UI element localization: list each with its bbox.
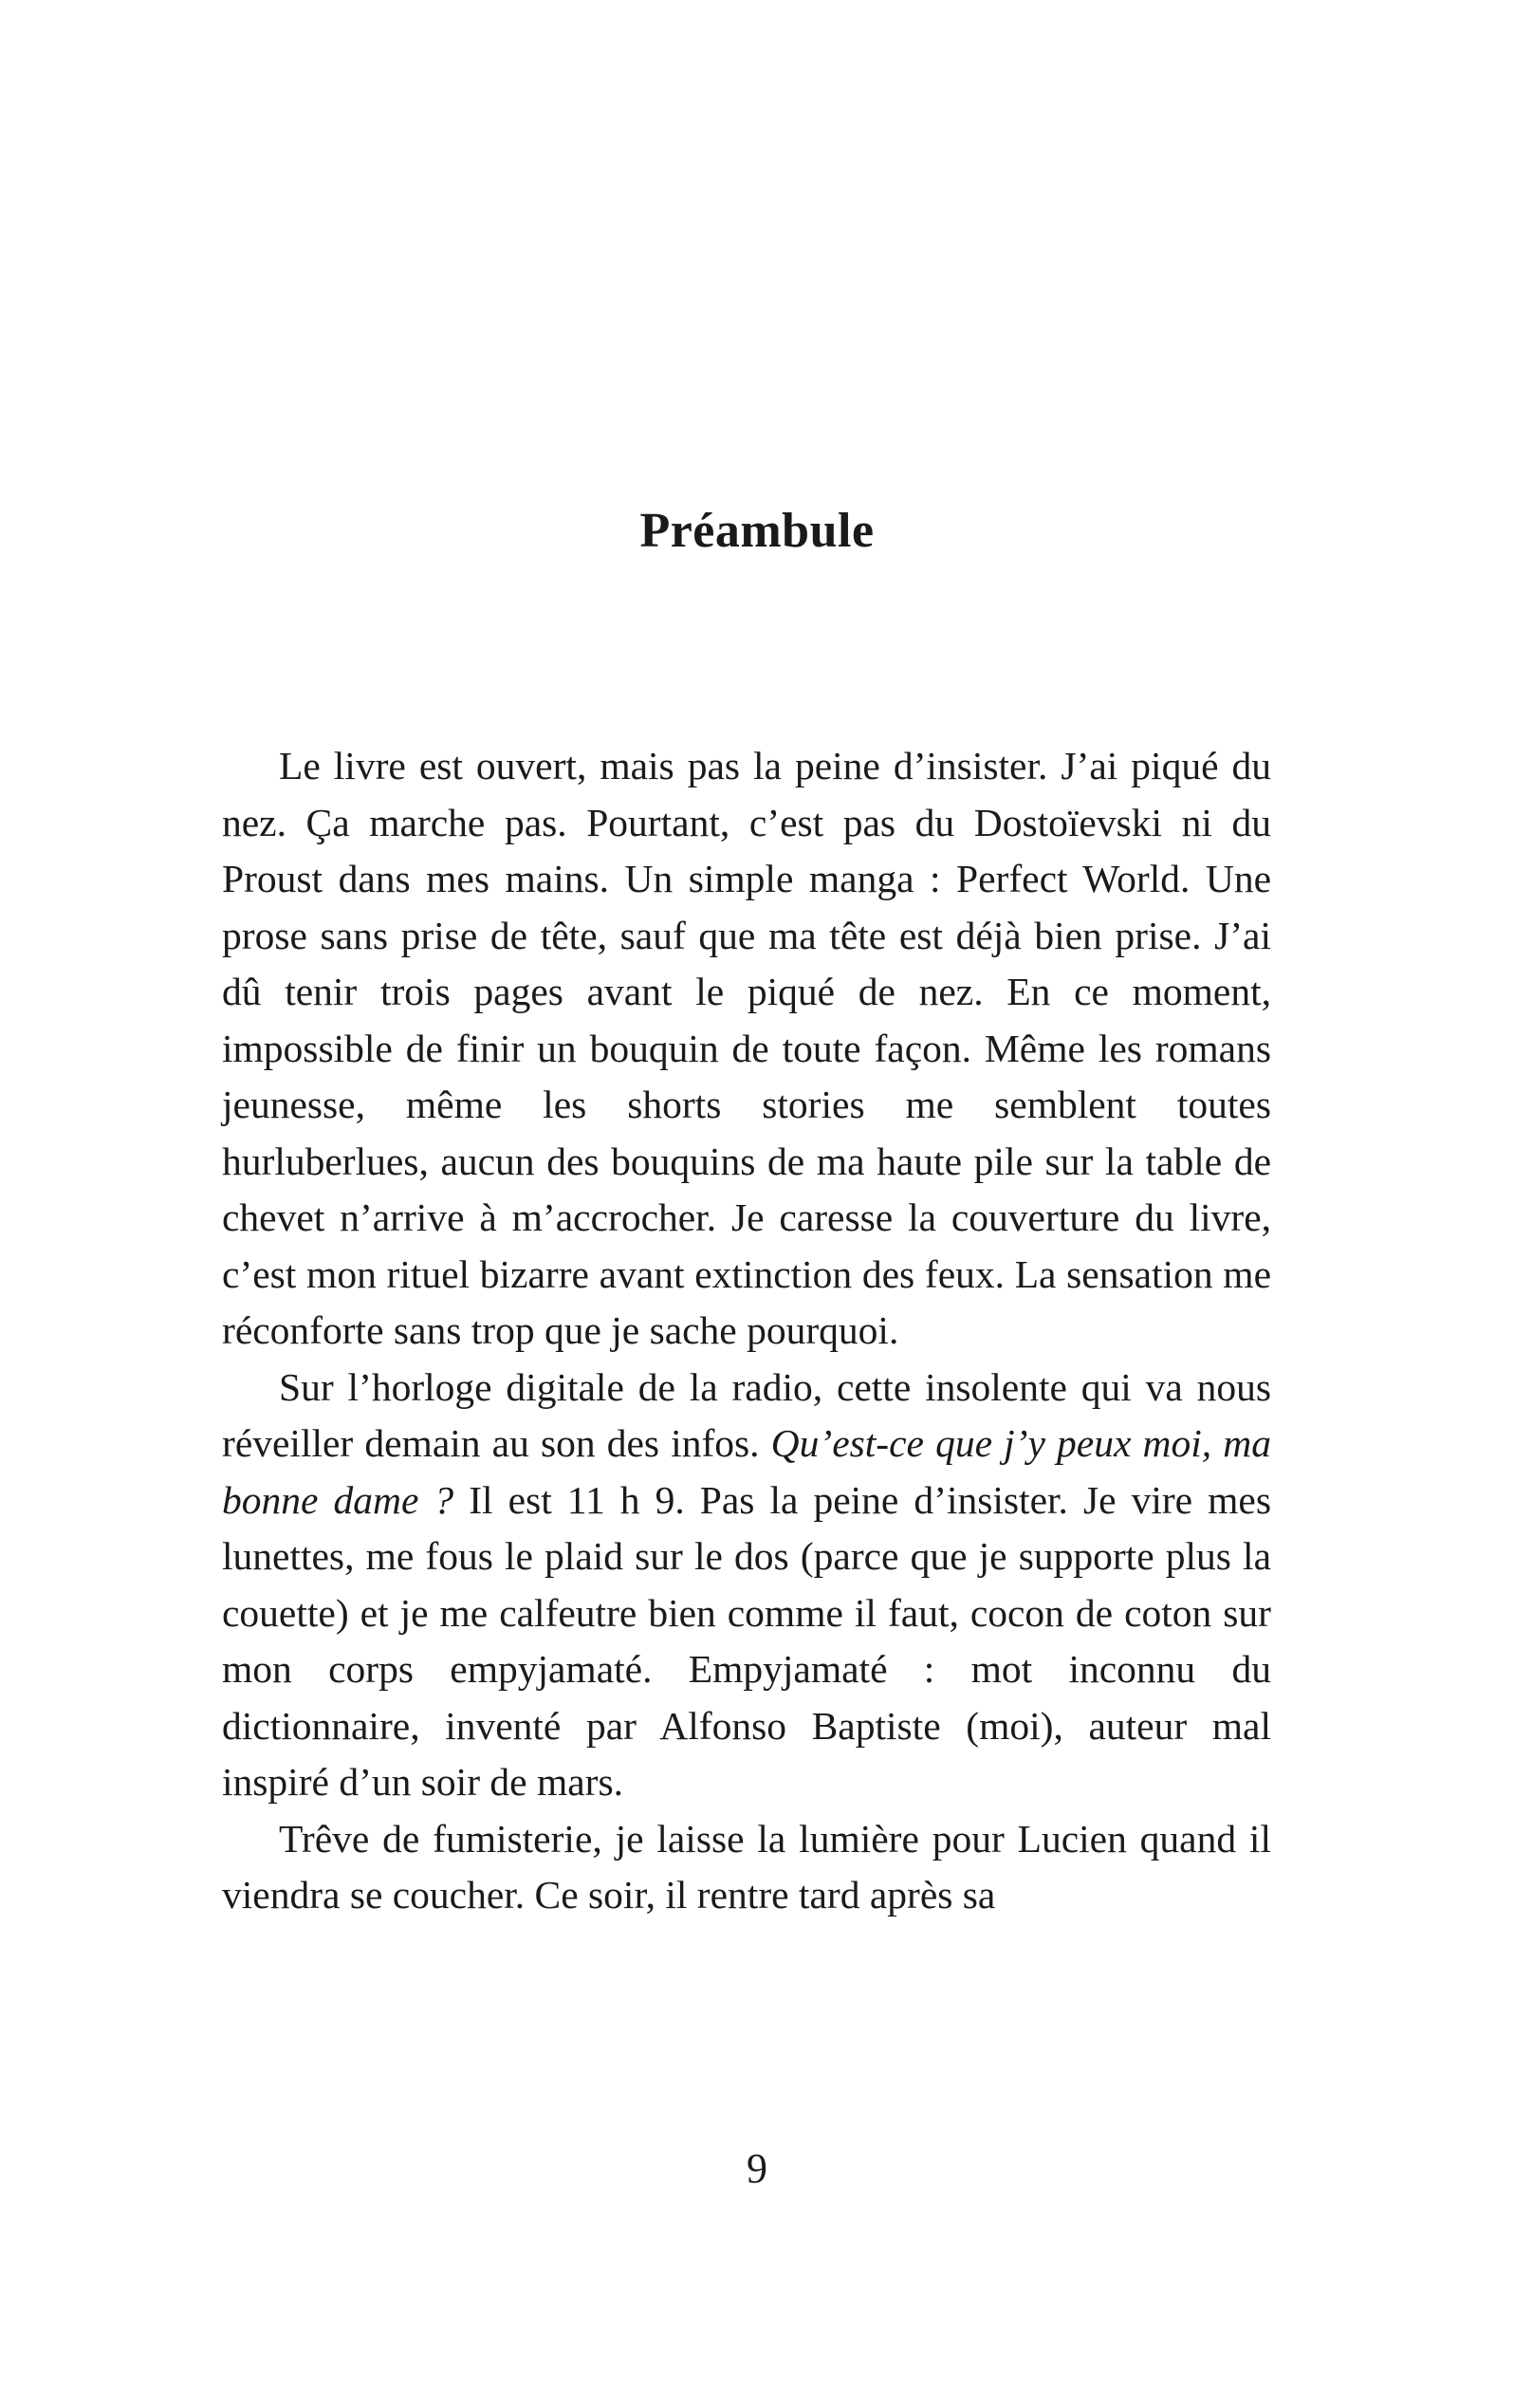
body-text [222,738,1271,1924]
page-number: 9 [747,2145,767,2192]
paragraph-2-text-end: Il est 11 h 9. Pas la peine d’insister. Je vire mes lunettes, me fous le plaid sur le dos (parce que je supporte plus la couette) et je me calfeutre bien comme il faut, cocon de coton sur mon corps empyjamaté. Empyjamaté : mot inconnu du dictionnaire, inventé par Alfonso Baptiste (moi), auteur mal inspiré d’un soir de mars. [222,1477,1272,1804]
paragraph-3: Trêve de fumisterie, je laisse la lumière pour Lucien quand il viendra se coucher. Ce soir, il rentre tard après sa [222,1816,1271,1917]
paragraph-2-italic-quote: Qu’est-ce que j’y peux moi, ma bonne dame ? [222,1421,1271,1522]
paragraph-1: Le livre est ouvert, mais pas la peine d’insister. J’ai piqué du nez. Ça marche pas. Pourtant, c’est pas du Dostoïevski ni du Proust dans mes mains. Un simple manga : Perfect World. Une prose sans prise de tête, sauf que ma tête est déjà bien prise. J’ai dû tenir trois pages avant le piqué de nez. En ce moment, impossible de finir un bouquin de toute façon. Même les romans jeunesse, même les shorts stories me semblent toutes hurluberlues, aucun des bouquins de ma haute pile sur la table de chevet n’arrive à m’accrocher. Je caresse la couverture du livre, c’est mon rituel bizarre avant extinction des feux. La sensation me réconforte sans trop que je sache pourquoi. [222,744,1271,1352]
chapter-title: Préambule [639,504,875,558]
paragraph-2 [222,1360,1271,1811]
paragraph-2-text-start: Sur l’horloge digitale de la radio, cette insolente qui va nous réveiller demain au son des infos. [222,1364,1271,1465]
